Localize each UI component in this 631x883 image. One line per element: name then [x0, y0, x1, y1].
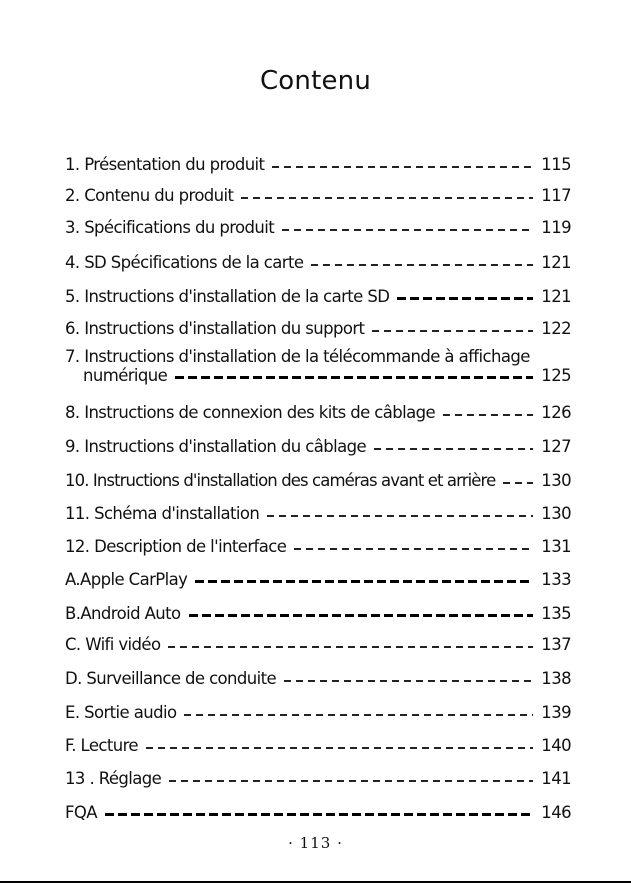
dot-leader [241, 197, 533, 199]
toc-entry-label: 2. Contenu du produit [65, 186, 234, 205]
table-of-contents [65, 143, 571, 822]
toc-page-number: 125 [541, 366, 571, 385]
toc-entry [65, 338, 571, 392]
toc-entry-label: 12. Description de l'interface [65, 537, 287, 556]
dot-leader [397, 297, 533, 300]
toc-entry [65, 589, 571, 623]
toc-page-number: 126 [541, 403, 571, 422]
toc-entry-label: D. Surveillance de conduite [65, 669, 277, 688]
toc-page-number: 130 [541, 471, 571, 490]
dot-leader [443, 414, 533, 416]
toc-entry-label: 1. Présentation du produit [65, 155, 265, 174]
toc-entry [65, 556, 571, 589]
toc-entry-label: E. Sortie audio [65, 703, 177, 722]
dot-leader [294, 548, 533, 550]
dot-leader [146, 747, 533, 749]
toc-page-number: 140 [541, 736, 571, 755]
toc-page-number: 139 [541, 703, 571, 722]
dot-leader [503, 482, 533, 484]
toc-entry-label: 8. Instructions de connexion des kits de câblage [65, 403, 436, 422]
dot-leader [374, 448, 533, 450]
toc-entry [65, 456, 571, 490]
toc-page-number: 121 [541, 253, 571, 272]
toc-entry [65, 654, 571, 688]
toc-page-number: 138 [541, 669, 571, 688]
toc-entry-label-continued: numérique [83, 366, 168, 385]
page-title: Contenu [259, 66, 372, 96]
toc-entry [65, 392, 571, 422]
toc-entry [65, 623, 571, 654]
toc-entry [65, 174, 571, 205]
toc-entry [65, 272, 571, 306]
toc-entry [65, 143, 571, 174]
dot-leader [168, 646, 533, 648]
toc-entry-label: F. Lecture [65, 736, 138, 755]
toc-entry-label: 6. Instructions d'installation du support [65, 319, 365, 338]
toc-entry [65, 205, 571, 237]
toc-entry [65, 722, 571, 755]
toc-page-number: 117 [541, 186, 571, 205]
toc-entry [65, 422, 571, 456]
toc-page-number: 133 [541, 570, 571, 589]
toc-entry-label: 5. Instructions d'installation de la carte SD [65, 287, 390, 306]
toc-page-number: 122 [541, 319, 571, 338]
dot-leader [372, 330, 533, 332]
toc-entry-label: 3. Spécifications du produit [65, 218, 275, 237]
toc-page-number: 146 [541, 803, 571, 822]
toc-entry-label: 7. Instructions d'installation de la télécommande à affichage [65, 347, 530, 366]
dot-leader [184, 714, 533, 716]
toc-page-number: 131 [541, 537, 571, 556]
toc-entry-label: B.Android Auto [65, 604, 181, 623]
toc-entry-label: 13 . Réglage [65, 769, 162, 788]
dot-leader [175, 376, 533, 379]
toc-entry [65, 755, 571, 788]
dot-leader [195, 580, 533, 583]
toc-entry-label: 10. Instructions d'installation des caméras avant et arrière [65, 471, 496, 490]
toc-page-number: 141 [541, 769, 571, 788]
toc-entry-label: A.Apple CarPlay [65, 570, 188, 589]
toc-entry-label: 11. Schéma d'installation [65, 504, 260, 523]
toc-page-number: 121 [541, 287, 571, 306]
toc-entry [65, 306, 571, 338]
toc-entry-label: C. Wifi vidéo [65, 635, 161, 654]
dot-leader [189, 614, 533, 617]
toc-entry [65, 688, 571, 722]
toc-entry-label: 4. SD Spécifications de la carte [65, 253, 304, 272]
dot-leader [311, 264, 533, 266]
toc-page-number: 119 [541, 218, 571, 237]
toc-page-number: 137 [541, 635, 571, 654]
toc-entry [65, 523, 571, 556]
toc-page-number: 135 [541, 604, 571, 623]
toc-entry [65, 237, 571, 272]
toc-page-number: 115 [541, 155, 571, 174]
toc-page-number: 127 [541, 437, 571, 456]
dot-leader [105, 813, 533, 816]
toc-entry-continuation [65, 366, 571, 385]
dot-leader [169, 780, 533, 782]
dot-leader [272, 166, 533, 168]
toc-entry [65, 788, 571, 822]
toc-page-number: 130 [541, 504, 571, 523]
page-number: · 113 · [288, 834, 343, 852]
toc-entry [65, 490, 571, 523]
toc-entry-label: FQA [65, 803, 97, 822]
dot-leader [282, 229, 533, 231]
dot-leader [284, 680, 533, 682]
dot-leader [267, 515, 533, 517]
toc-entry-label: 9. Instructions d'installation du câblage [65, 437, 367, 456]
